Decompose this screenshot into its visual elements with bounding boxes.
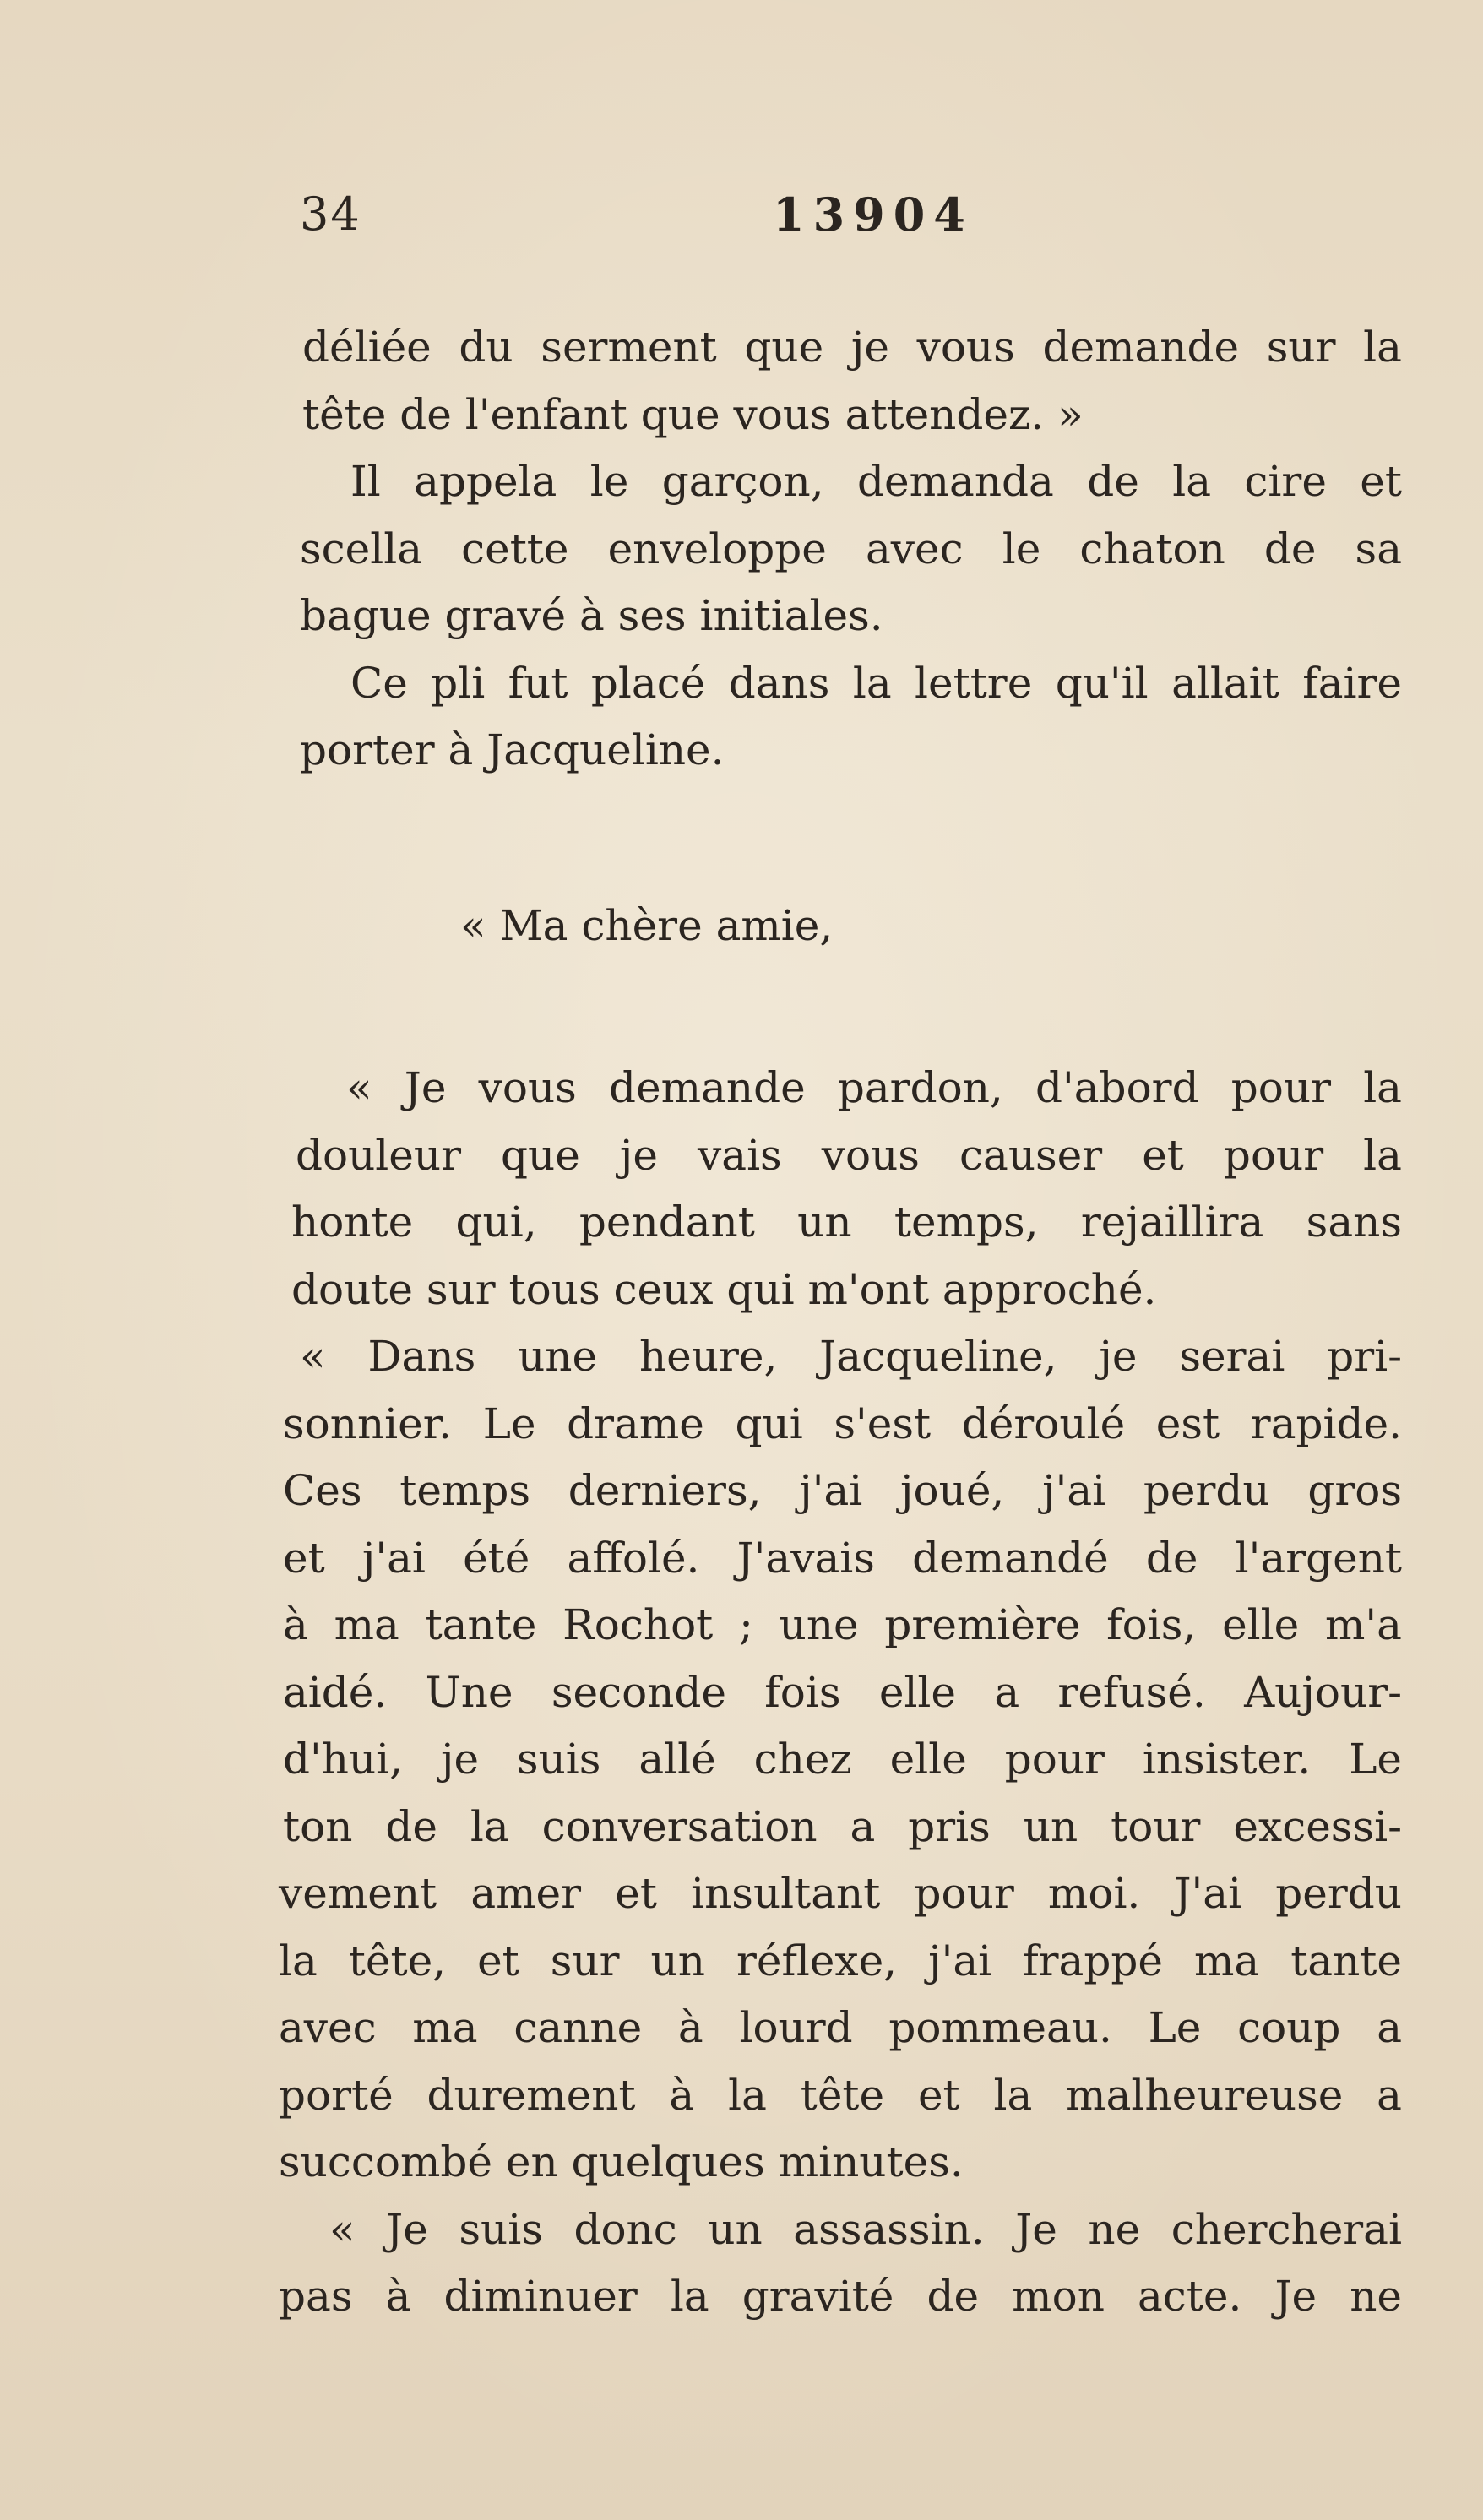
text-line: Il appela le garçon, demanda de la cire et [350,457,1402,506]
text-line: porter à Jacqueline. [300,725,725,774]
text-line: Ce pli fut placé dans la lettre qu'il allait faire [350,658,1402,708]
narrative-paragraphs [279,314,1402,785]
text-line: succombé en quelques minutes. [279,2137,964,2186]
page-header [300,187,1398,255]
text-line: pas à diminuer la gravité de mon acte. Je ne [279,2272,1402,2321]
text-line: honte qui, pendant un temps, rejaillira sans [291,1198,1402,1246]
text-line: avec ma canne à lourd pommeau. Le coup a [279,2003,1402,2052]
letter-greeting: « Ma chère amie, [460,900,834,950]
text-line: scella cette enveloppe avec le chaton de sa [300,524,1402,573]
text-line: doute sur tous ceux qui m'ont approché. [291,1264,1157,1314]
text-line: d'hui, je suis allé chez elle pour insister. Le [283,1735,1402,1784]
text-line: « Je suis donc un assassin. Je ne chercherai [329,2204,1402,2254]
text-line: vement amer et insultant pour moi. J'ai perdu [279,1869,1402,1918]
text-line: ton de la conversation a pris un tour excessi- [283,1801,1402,1851]
text-line: porté durement à la tête et la malheureuse a [279,2070,1402,2120]
text-line: « Dans une heure, Jacqueline, je serai pri- [300,1332,1402,1381]
text-line: douleur que je vais vous causer et pour la [296,1130,1402,1180]
text-line: sonnier. Le drame qui s'est déroulé est rapide. [283,1398,1402,1448]
text-line: bague gravé à ses initiales. [300,591,883,640]
text-line: et j'ai été affolé. J'avais demandé de l'argent [283,1533,1402,1583]
running-title: 13904 [773,187,974,242]
letter-body [279,1055,1402,2331]
text-line: tête de l'enfant que vous attendez. » [302,389,1084,439]
text-line: « Je vous demande pardon, d'abord pour la [346,1063,1402,1112]
text-line: Ces temps derniers, j'ai joué, j'ai perdu gros [283,1466,1402,1515]
text-line: la tête, et sur un réflexe, j'ai frappé ma tante [279,1936,1402,1985]
text-line: déliée du serment que je vous demande sur la [302,323,1402,372]
page-number: 34 [300,187,361,241]
body-text [279,314,1402,2331]
text-line: aidé. Une seconde fois elle a refusé. Aujour- [283,1667,1402,1717]
text-line: à ma tante Rochot ; une première fois, elle m'a [283,1600,1402,1649]
